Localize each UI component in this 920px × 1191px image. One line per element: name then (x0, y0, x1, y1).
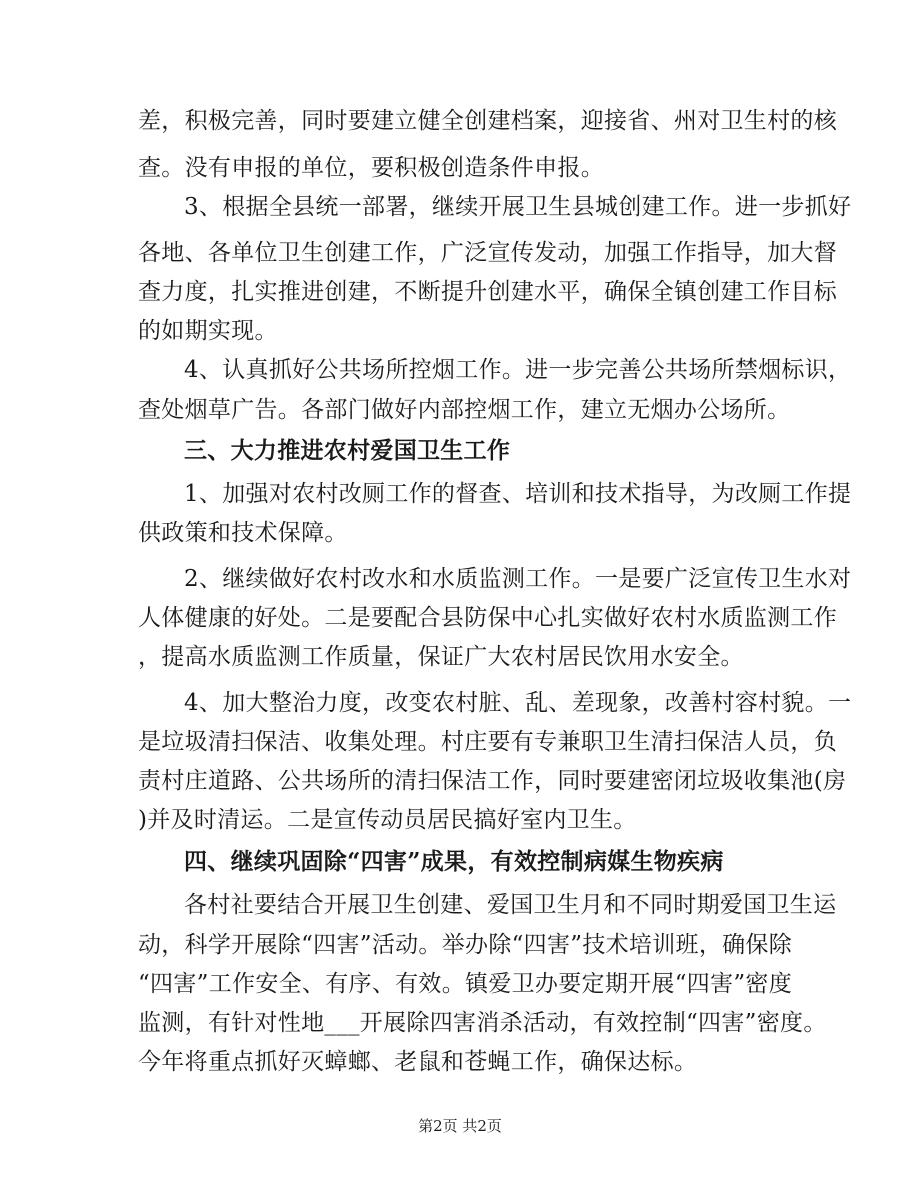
body-text-line: 各地、各单位卫生创建工作，广泛宣传发动，加强工作指导，加大督 (138, 240, 837, 266)
body-text-line: ，提高水质监测工作质量，保证广大农村居民饮用水安全。 (138, 644, 744, 670)
body-text-line: “四害”工作安全、有序、有效。镇爱卫办要定期开展“四害”密度 (138, 971, 793, 997)
body-text-line: 2、继续做好农村改水和水质监测工作。一是要广泛宣传卫生水对 (184, 566, 852, 592)
body-text-line: 监测，有针对性地___开展除四害消杀活动，有效控制“四害”密度。 (138, 1010, 827, 1036)
body-text-line: 供政策和技术保障。 (138, 520, 348, 546)
page-number-footer: 第2页 共2页 (418, 1117, 502, 1135)
body-text-line: 4、加大整治力度，改变农村脏、乱、差现象，改善村容村貌。一 (184, 690, 852, 716)
body-text-line: 各村社要结合开展卫生创建、爱国卫生月和不同时期爱国卫生运 (184, 892, 837, 918)
body-text-line: 查处烟草广告。各部门做好内部控烟工作，建立无烟办公场所。 (138, 397, 791, 423)
body-text-line: )并及时清运。二是宣传动员居民搞好室内卫生。 (138, 807, 637, 833)
body-text-line: 3、根据全县统一部署，继续开展卫生县城创建工作。进一步抓好 (184, 194, 852, 220)
body-text-line: 人体健康的好处。二是要配合县防保中心扎实做好农村水质监测工作 (138, 605, 837, 631)
body-text-line: 的如期实现。 (138, 318, 278, 344)
body-text-line: 是垃圾清扫保洁、收集处理。村庄要有专兼职卫生清扫保洁人员，负 (138, 729, 837, 755)
body-text-line: 1、加强对农村改厕工作的督查、培训和技术指导，为改厕工作提 (184, 481, 852, 507)
body-text-line: 差，积极完善，同时要建立健全创建档案，迎接省、州对卫生村的核 (138, 108, 837, 134)
body-text-line: 查。没有申报的单位，要积极创造条件申报。 (138, 155, 604, 181)
body-text-line: 查力度，扎实推进创建，不断提升创建水平，确保全镇创建工作目标 (138, 279, 837, 305)
body-text-line: 4、认真抓好公共场所控烟工作。进一步完善公共场所禁烟标识， (184, 357, 852, 383)
section-heading: 四、继续巩固除“四害”成果，有效控制病媒生物疾病 (184, 848, 724, 875)
body-text-line: 责村庄道路、公共场所的清扫保洁工作，同时要建密闭垃圾收集池(房 (138, 768, 847, 794)
section-heading: 三、大力推进农村爱国卫生工作 (184, 437, 511, 464)
body-text-line: 动，科学开展除“四害”活动。举办除“四害”技术培训班，确保除 (138, 932, 793, 958)
body-text-line: 今年将重点抓好灭蟑螂、老鼠和苍蝇工作，确保达标。 (138, 1049, 698, 1075)
